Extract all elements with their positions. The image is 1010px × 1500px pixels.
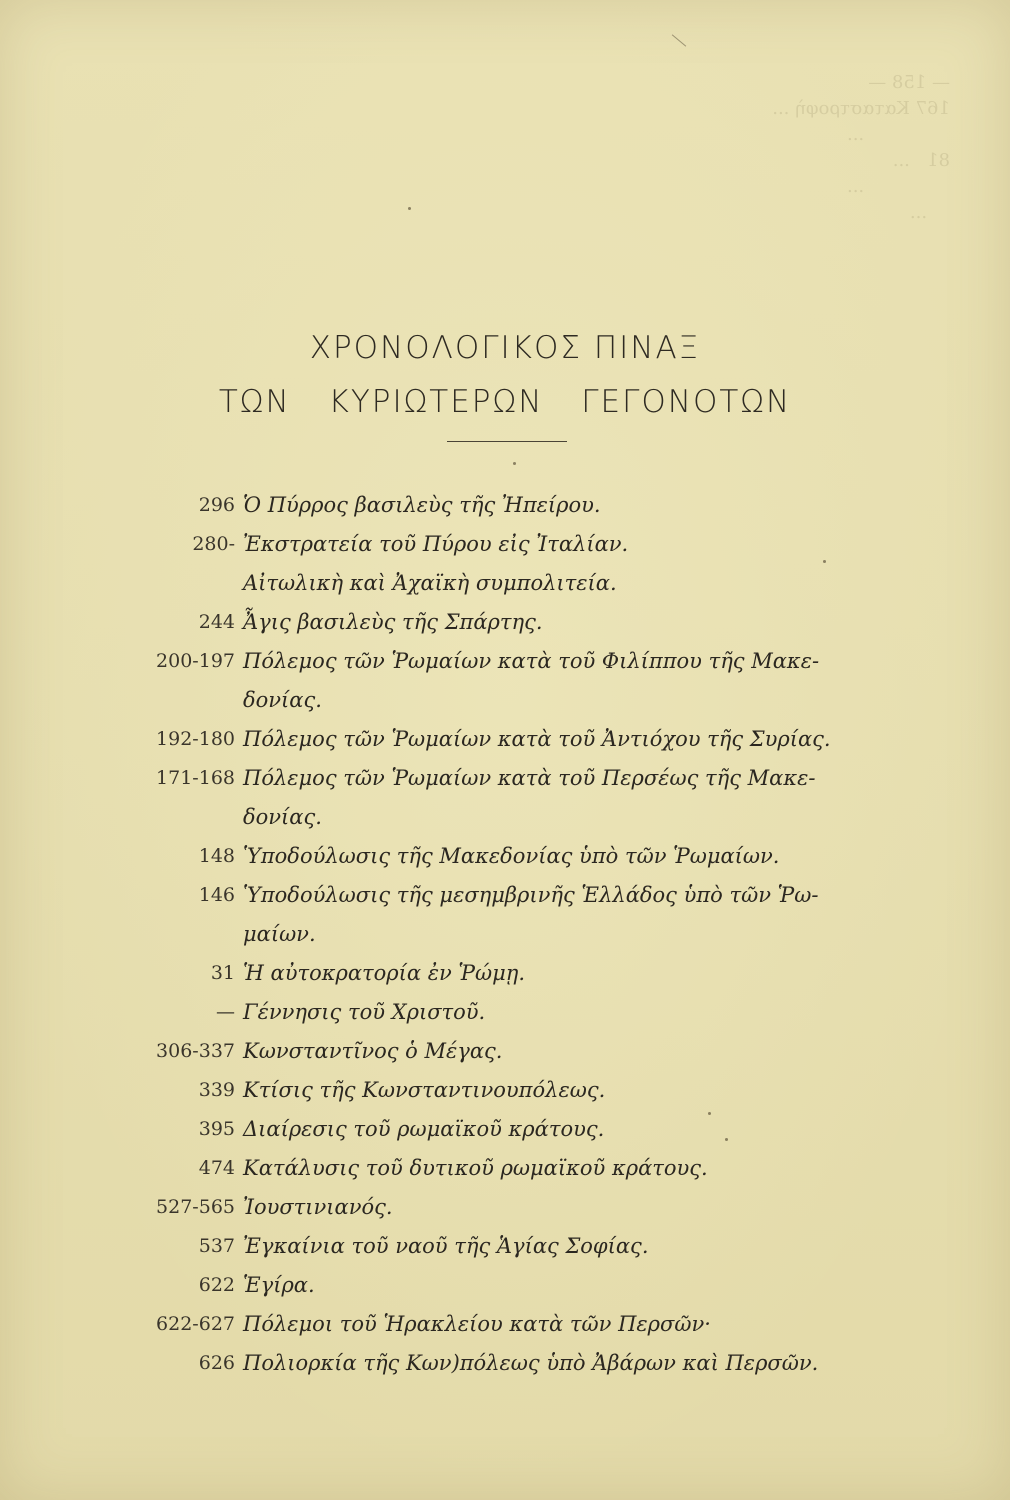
entry-text: Ἐκστρατεία τοῦ Πύρου εἰς Ἰταλίαν. [243, 532, 629, 556]
entry-text: Ἐγκαίνια τοῦ ναοῦ τῆς Ἁγίας Σοφίας. [243, 1234, 649, 1258]
entry-text: Αἰτωλικὴ καὶ Ἀχαϊκὴ συμπολιτεία. [243, 571, 617, 595]
chronology-entry [0, 486, 1010, 525]
entry-text: Ἡ αὐτοκρατορία ἐν Ῥώμῃ. [243, 961, 526, 985]
chronology-entry [0, 525, 1010, 564]
title-rule [447, 441, 567, 442]
entry-date: 622-627 [156, 1313, 235, 1335]
chronology-entry [0, 564, 1010, 603]
chronology-entry [0, 1032, 1010, 1071]
entry-date: 280- [192, 533, 235, 555]
entry-date: 474 [198, 1157, 235, 1179]
page-subtitle: ΤΩΝ ΚΥΡΙΩΤΕΡΩΝ ΓΕΓΟΝΟΤΩΝ [218, 384, 792, 420]
entry-date: 200-197 [156, 650, 235, 672]
entry-text: Ὁ Πύρρος βασιλεὺς τῆς Ἠπείρου. [243, 493, 601, 517]
entry-date: 527-565 [156, 1196, 235, 1218]
entry-text: Πολιορκία τῆς Κων)πόλεως ὑπὸ Ἀβάρων καὶ Περσῶν. [243, 1351, 819, 1375]
chronology-entry [0, 681, 1010, 720]
chronology-entry [0, 720, 1010, 759]
entry-date: 306-337 [156, 1040, 235, 1062]
chronology-entry [0, 954, 1010, 993]
chronology-list [0, 486, 1010, 1383]
entry-text: Κατάλυσις τοῦ δυτικοῦ ρωμαϊκοῦ κράτους. [243, 1156, 708, 1180]
entry-text: μαίων. [243, 922, 316, 946]
entry-date: 148 [198, 845, 235, 867]
paper-mark [672, 34, 686, 46]
chronology-entry [0, 837, 1010, 876]
chronology-entry [0, 1227, 1010, 1266]
entry-text: Πόλεμος τῶν Ῥωμαίων κατὰ τοῦ Φιλίππου τῆς Μακε- [243, 649, 820, 673]
entry-text: Ἆγις βασιλεὺς τῆς Σπάρτης. [243, 610, 543, 634]
chronology-entry [0, 1188, 1010, 1227]
entry-date: 626 [198, 1352, 235, 1374]
entry-text: Ἑγίρα. [243, 1273, 315, 1297]
entry-date: 537 [198, 1235, 235, 1257]
entry-date: 171-168 [156, 767, 235, 789]
entry-text: Πόλεμος τῶν Ῥωμαίων κατὰ τοῦ Περσέως τῆς Μακε- [243, 766, 816, 790]
ink-speck [823, 560, 826, 563]
chronology-entry [0, 642, 1010, 681]
entry-date: 31 [210, 962, 235, 984]
bleed-through-text: — 158 — 167 Καταστροφὴ ... ... 81 ... ... ... [772, 72, 950, 223]
entry-date: 395 [198, 1118, 235, 1140]
chronology-entry [0, 993, 1010, 1032]
entry-text: Πόλεμοι τοῦ Ἡρακλείου κατὰ τῶν Περσῶν· [243, 1312, 711, 1336]
chronology-entry [0, 1266, 1010, 1305]
chronology-entry [0, 1149, 1010, 1188]
chronology-entry [0, 915, 1010, 954]
entry-date: 244 [198, 611, 235, 633]
entry-text: δονίας. [243, 688, 322, 712]
ink-speck [513, 462, 516, 465]
entry-text: Κωνσταντῖνος ὁ Μέγας. [243, 1039, 503, 1063]
entry-date: 146 [198, 884, 235, 906]
ink-speck [725, 1138, 728, 1141]
entry-date: 192-180 [156, 728, 235, 750]
entry-text: Πόλεμος τῶν Ῥωμαίων κατὰ τοῦ Ἀντιόχου τῆς Συρίας. [243, 727, 831, 751]
ink-speck [408, 207, 411, 210]
entry-date: 339 [198, 1079, 235, 1101]
ink-speck [708, 1112, 711, 1115]
entry-text: Ὑποδούλωσις τῆς μεσημβρινῆς Ἑλλάδος ὑπὸ τῶν Ῥω- [243, 883, 819, 907]
chronology-entry [0, 603, 1010, 642]
entry-text: δονίας. [243, 805, 322, 829]
entry-text: Ὑποδούλωσις τῆς Μακεδονίας ὑπὸ τῶν Ῥωμαίων. [243, 844, 780, 868]
chronology-entry [0, 1305, 1010, 1344]
page-title: ΧΡΟΝΟΛΟΓΙΚΟΣ ΠΙΝΑΞ [309, 330, 701, 366]
chronology-entry [0, 759, 1010, 798]
entry-text: Διαίρεσις τοῦ ρωμαϊκοῦ κράτους. [243, 1117, 605, 1141]
entry-text: Γέννησις τοῦ Χριστοῦ. [243, 1000, 486, 1024]
entry-text: Κτίσις τῆς Κωνσταντινουπόλεως. [243, 1078, 606, 1102]
entry-date: — [216, 1001, 235, 1023]
entry-date: 622 [198, 1274, 235, 1296]
entry-text: Ἰουστινιανός. [243, 1195, 393, 1219]
chronology-entry [0, 876, 1010, 915]
entry-date: 296 [198, 494, 235, 516]
chronology-entry [0, 1071, 1010, 1110]
chronology-entry [0, 1344, 1010, 1383]
chronology-entry [0, 798, 1010, 837]
chronology-entry [0, 1110, 1010, 1149]
